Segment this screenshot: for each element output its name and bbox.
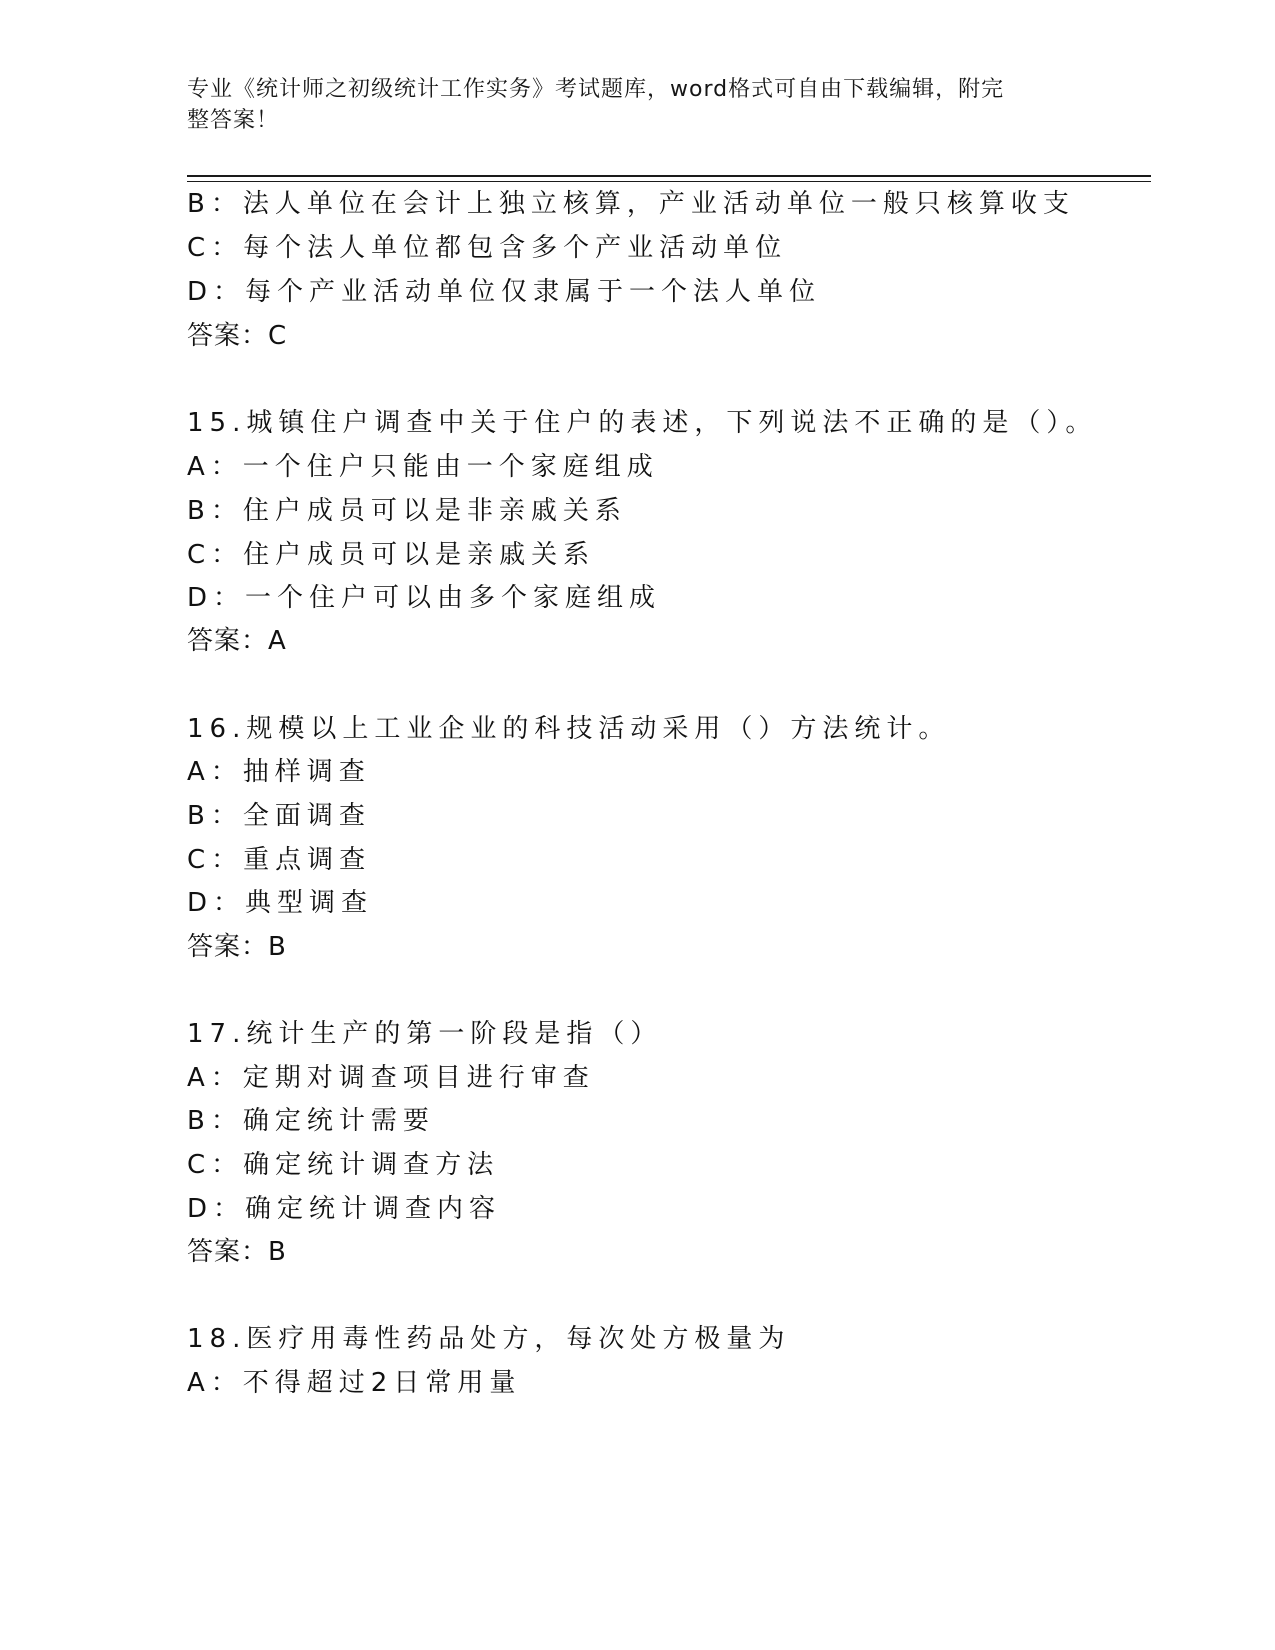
document-header [187,74,1067,136]
q16-question: 16.规模以上工业企业的科技活动采用（）方法统计。 [187,714,951,744]
q15-answer: 答案：A [187,626,287,656]
q15-option-c: C：住户成员可以是亲戚关系 [187,540,596,570]
q14-option-c: C：每个法人单位都包含多个产业活动单位 [187,233,788,263]
q17-option-c: C：确定统计调查方法 [187,1150,500,1180]
q16-answer: 答案：B [187,932,287,962]
q15-option-a: A：一个住户只能由一个家庭组成 [187,452,659,482]
q17-option-b: B：确定统计需要 [187,1106,435,1136]
q18-option-a: A：不得超过2日常用量 [187,1368,522,1398]
q14-option-d: D：每个产业活动单位仅隶属于一个法人单位 [187,277,822,307]
header-line-1: 专业《统计师之初级统计工作实务》考试题库，word格式可自由下载编辑，附完 [187,77,1005,102]
q16-option-d: D：典型调查 [187,888,374,918]
q16-option-b: B：全面调查 [187,801,371,831]
q16-option-a: A：抽样调查 [187,757,371,787]
header-line-2: 整答案！ [187,108,280,133]
q15-option-d: D：一个住户可以由多个家庭组成 [187,583,662,613]
q17-option-d: D：确定统计调查内容 [187,1194,502,1224]
header-divider-thin [187,181,1151,182]
q17-option-a: A：定期对调查项目进行审查 [187,1063,595,1093]
q15-option-b: B：住户成员可以是非亲戚关系 [187,496,627,526]
q17-question: 17.统计生产的第一阶段是指（） [187,1019,663,1049]
q15-question: 15.城镇住户调查中关于住户的表述，下列说法不正确的是（）。 [187,408,1098,438]
q18-question: 18.医疗用毒性药品处方，每次处方极量为 [187,1324,791,1354]
q17-answer: 答案：B [187,1237,287,1267]
q14-option-b: B：法人单位在会计上独立核算，产业活动单位一般只核算收支 [187,189,1075,219]
q14-answer: 答案：C [187,321,288,351]
header-divider-thick [187,175,1151,177]
q16-option-c: C：重点调查 [187,845,372,875]
